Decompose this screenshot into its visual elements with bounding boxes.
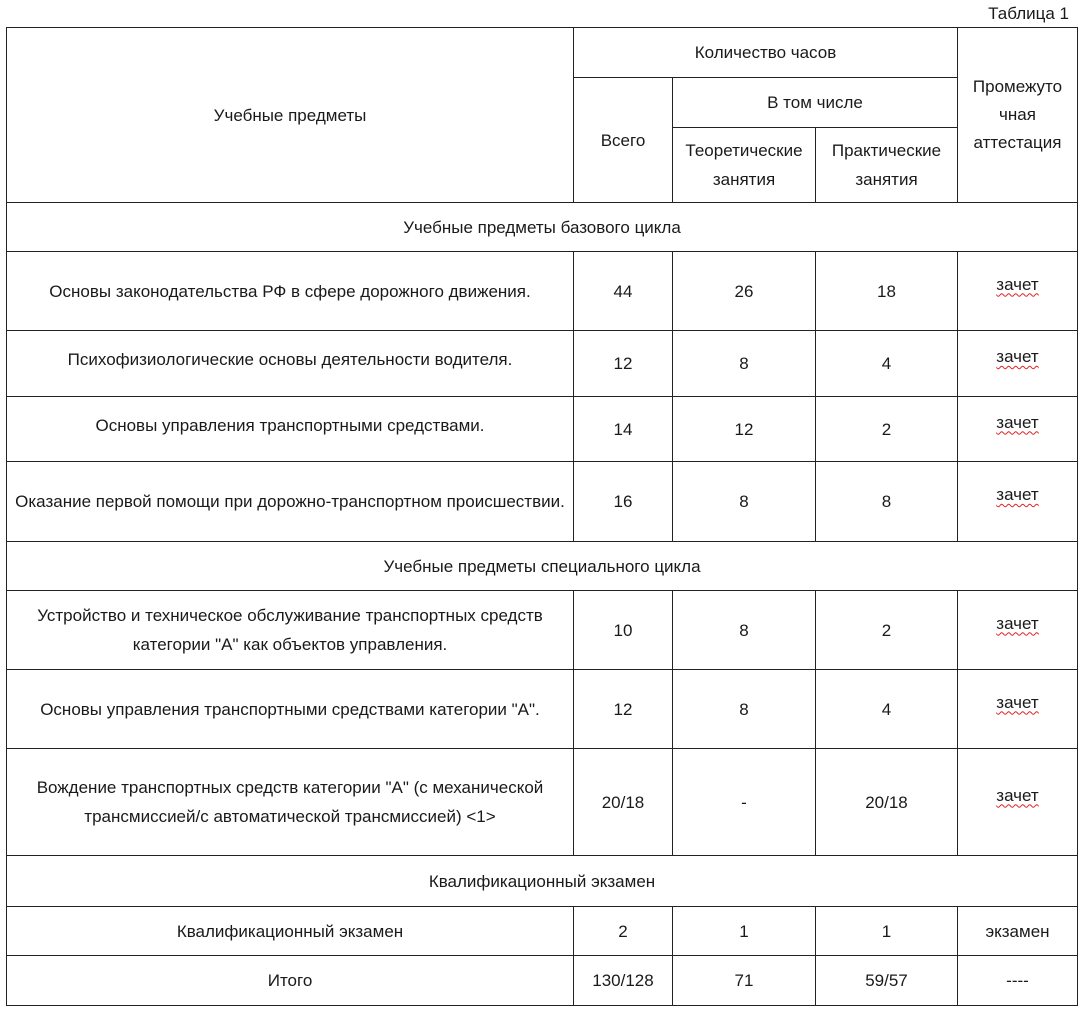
attestation-cell: [958, 462, 1078, 542]
practice-cell: 4: [816, 331, 958, 397]
table-row: [7, 670, 1078, 749]
curriculum-table: [6, 27, 1078, 1006]
practice-cell: 8: [816, 462, 958, 542]
attestation-value: зачет: [996, 274, 1039, 294]
theory-cell: 8: [673, 670, 816, 749]
attestation-value: зачет: [996, 347, 1039, 366]
attestation-cell: [958, 670, 1078, 749]
totals-label: Итого: [7, 956, 574, 1006]
attestation-cell: [958, 397, 1078, 462]
total-cell: 14: [574, 397, 673, 462]
table-row: [7, 331, 1078, 397]
attestation-cell: [958, 749, 1078, 856]
total-cell: 12: [574, 331, 673, 397]
totals-total: 130/128: [574, 956, 673, 1006]
attestation-cell: экзамен: [958, 907, 1078, 956]
attestation-cell: [958, 591, 1078, 670]
practice-cell: 4: [816, 670, 958, 749]
table-row: [7, 749, 1078, 856]
table-row: [7, 591, 1078, 670]
attestation-value: зачет: [996, 785, 1039, 805]
subject-cell: Квалификационный экзамен: [7, 907, 574, 956]
section-title: Учебные предметы базового цикла: [7, 203, 1078, 252]
attestation-value: зачет: [996, 613, 1039, 633]
section-title: Квалификационный экзамен: [7, 856, 1078, 907]
header-attestation: Промежуто чная аттестация: [958, 28, 1078, 203]
theory-cell: -: [673, 749, 816, 856]
total-cell: 2: [574, 907, 673, 956]
subject-cell: Вождение транспортных средств категории "А" (с механической трансмиссией/с автоматической трансмиссией) <1>: [7, 749, 574, 856]
header-subjects: Учебные предметы: [7, 28, 574, 203]
section-title: Учебные предметы специального цикла: [7, 542, 1078, 591]
header-practice: Практические занятия: [816, 128, 958, 203]
table-row: [7, 462, 1078, 542]
header-hours: Количество часов: [574, 28, 958, 78]
totals-theory: 71: [673, 956, 816, 1006]
subject-cell: Устройство и техническое обслуживание транспортных средств категории "А" как объектов управления.: [7, 591, 574, 670]
header-including: В том числе: [673, 78, 958, 128]
totals-practice: 59/57: [816, 956, 958, 1006]
table-caption: Таблица 1: [988, 4, 1069, 23]
theory-cell: 12: [673, 397, 816, 462]
theory-cell: 8: [673, 331, 816, 397]
practice-cell: 2: [816, 397, 958, 462]
subject-cell: Оказание первой помощи при дорожно-транспортном происшествии.: [7, 462, 574, 542]
subject-cell: Основы управления транспортными средствами категории "А".: [7, 670, 574, 749]
table-row: [7, 252, 1078, 331]
attestation-value: зачет: [996, 412, 1039, 432]
table-row: [7, 907, 1078, 956]
total-cell: 44: [574, 252, 673, 331]
table-row: [7, 397, 1078, 462]
total-cell: 20/18: [574, 749, 673, 856]
header-total: Всего: [574, 78, 673, 203]
practice-cell: 18: [816, 252, 958, 331]
subject-cell: Психофизиологические основы деятельности водителя.: [7, 331, 574, 397]
attestation-cell: [958, 252, 1078, 331]
practice-cell: 2: [816, 591, 958, 670]
subject-cell: Основы законодательства РФ в сфере дорожного движения.: [7, 252, 574, 331]
header-theory: Теоретические занятия: [673, 128, 816, 203]
totals-attestation: ----: [958, 956, 1078, 1006]
attestation-value: зачет: [996, 485, 1039, 504]
total-cell: 12: [574, 670, 673, 749]
total-cell: 10: [574, 591, 673, 670]
theory-cell: 26: [673, 252, 816, 331]
subject-cell: Основы управления транспортными средствами.: [7, 397, 574, 462]
practice-cell: 1: [816, 907, 958, 956]
totals-row: [7, 956, 1078, 1006]
theory-cell: 8: [673, 462, 816, 542]
practice-cell: 20/18: [816, 749, 958, 856]
attestation-value: зачет: [996, 692, 1039, 712]
attestation-cell: [958, 331, 1078, 397]
theory-cell: 1: [673, 907, 816, 956]
theory-cell: 8: [673, 591, 816, 670]
total-cell: 16: [574, 462, 673, 542]
